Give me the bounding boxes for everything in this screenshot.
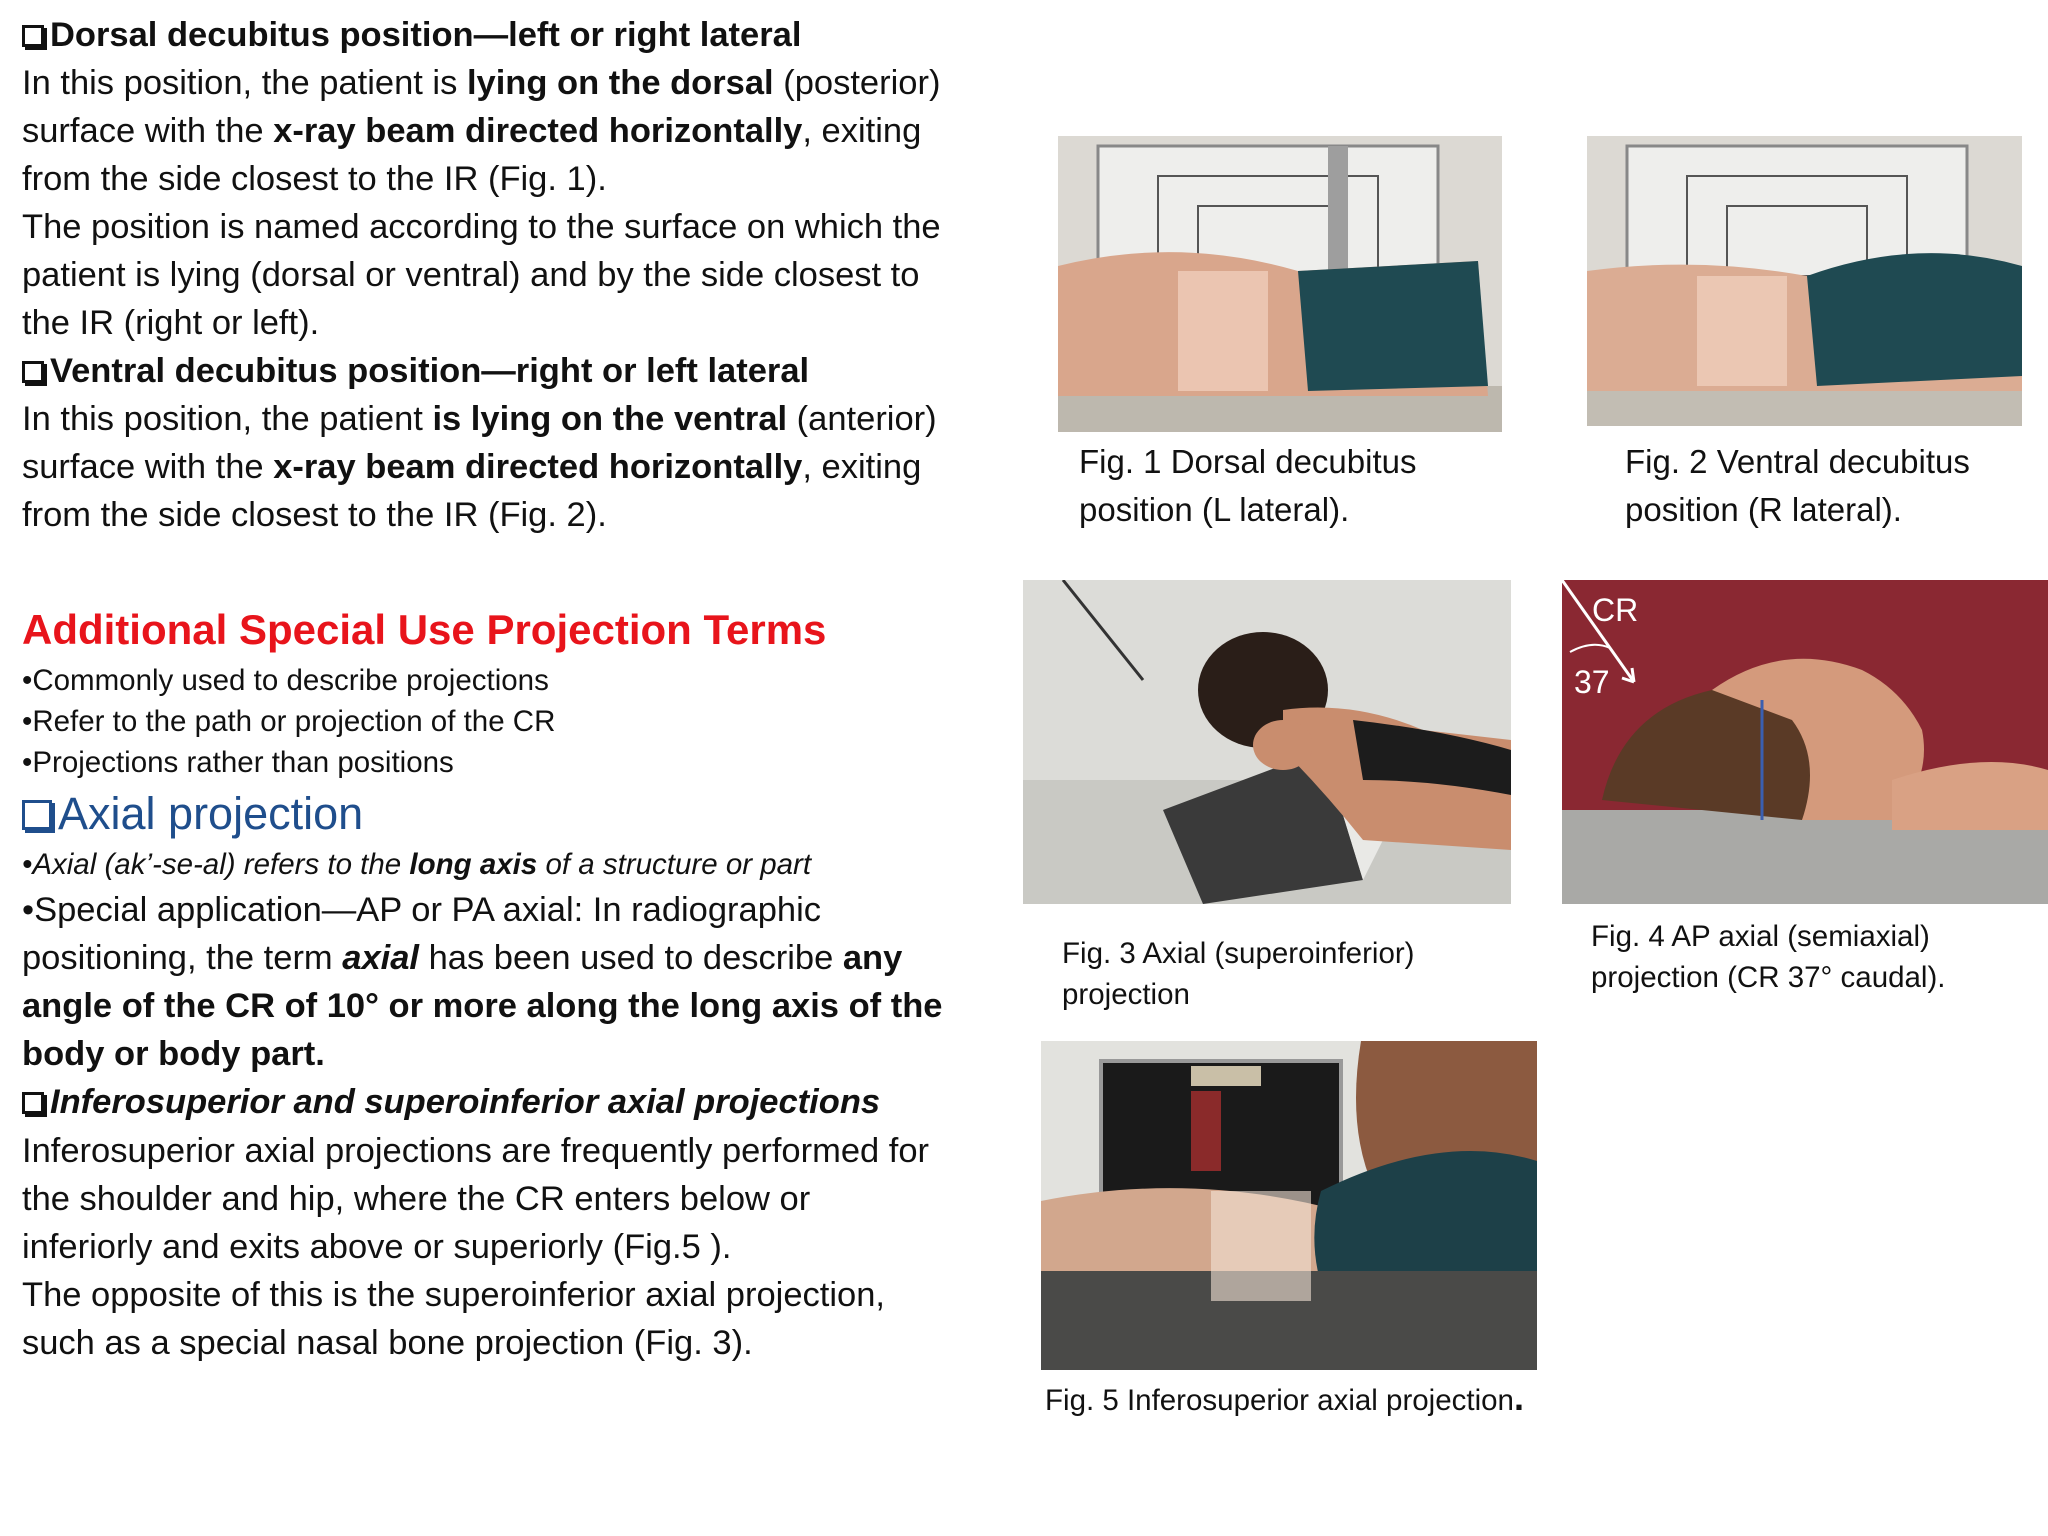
naming-paragraph-line3: the IR (right or left). xyxy=(22,304,320,342)
ventral-decubitus-heading: Ventral decubitus position—right or left lateral xyxy=(22,347,809,395)
fig1-caption-line2: position (L lateral). xyxy=(1079,491,1350,528)
infero-paragraph-line3: inferiorly and exits above or superiorly (Fig.5 ). xyxy=(22,1228,732,1266)
fig5-caption-period: . xyxy=(1513,1377,1524,1418)
fig3-caption-line2: projection xyxy=(1062,978,1190,1011)
fig1-caption-line1: Fig. 1 Dorsal decubitus xyxy=(1079,443,1417,480)
fig5-caption-text: Fig. 5 Inferosuperior axial projection xyxy=(1045,1384,1514,1417)
naming-paragraph-line1: The position is named according to the surface on which the xyxy=(22,208,941,246)
fig4-cr-label: CR xyxy=(1592,592,1639,628)
axial-definition: •Axial (ak’-se-al) refers to the long axis of a structure or part xyxy=(22,848,812,881)
checkbox-bullet-icon xyxy=(22,800,52,830)
ventral-paragraph-line1: In this position, the patient is lying on the ventral (anterior) xyxy=(22,400,937,438)
fig2-ventral-decubitus-photo xyxy=(1587,136,2022,426)
fig5-caption xyxy=(1045,1377,1524,1421)
bullet-refer-path: •Refer to the path or projection of the CR xyxy=(22,705,556,738)
fig4-angle-label: 37 xyxy=(1574,664,1610,700)
axial-projection-heading: Axial projection xyxy=(22,786,363,842)
bullet-projections: •Projections rather than positions xyxy=(22,746,454,779)
ventral-paragraph-line2: surface with the x-ray beam directed horizontally, exiting xyxy=(22,448,922,486)
infero-paragraph-line4: The opposite of this is the superoinferior axial projection, xyxy=(22,1276,885,1314)
special-application-line4: body or body part. xyxy=(22,1035,325,1073)
fig2-caption-line1: Fig. 2 Ventral decubitus xyxy=(1625,443,1970,480)
additional-terms-title: Additional Special Use Projection Terms xyxy=(22,606,827,653)
infero-paragraph-line1: Inferosuperior axial projections are frequently performed for xyxy=(22,1132,930,1170)
special-application-line2: positioning, the term axial has been used to describe any xyxy=(22,939,903,977)
fig4-caption-line2: projection (CR 37° caudal). xyxy=(1591,961,1946,994)
fig2-caption-line2: position (R lateral). xyxy=(1625,491,1902,528)
naming-paragraph-line2: patient is lying (dorsal or ventral) and by the side closest to xyxy=(22,256,920,294)
bullet-commonly-used: •Commonly used to describe projections xyxy=(22,664,549,697)
infero-paragraph-line5: such as a special nasal bone projection (Fig. 3). xyxy=(22,1324,753,1362)
checkbox-bullet-icon xyxy=(22,25,44,47)
dorsal-paragraph-line3: from the side closest to the IR (Fig. 1). xyxy=(22,160,607,198)
fig3-caption-line1: Fig. 3 Axial (superoinferior) xyxy=(1062,937,1415,970)
special-application-line1: •Special application—AP or PA axial: In radiographic xyxy=(22,891,822,929)
checkbox-bullet-icon xyxy=(22,361,44,383)
dorsal-decubitus-heading: Dorsal decubitus position—left or right lateral xyxy=(22,11,801,59)
infero-supero-heading: Inferosuperior and superoinferior axial projections xyxy=(22,1078,880,1126)
dorsal-paragraph-line1: In this position, the patient is lying on the dorsal (posterior) xyxy=(22,64,941,102)
fig4-caption-line1: Fig. 4 AP axial (semiaxial) xyxy=(1591,920,1930,953)
dorsal-paragraph-line2: surface with the x-ray beam directed horizontally, exiting xyxy=(22,112,922,150)
fig5-inferosuperior-photo xyxy=(1041,1041,1537,1370)
special-application-line3: angle of the CR of 10° or more along the long axis of the xyxy=(22,987,943,1025)
fig4-ap-axial-photo xyxy=(1562,580,2048,904)
checkbox-bullet-icon xyxy=(22,1092,44,1114)
fig3-axial-superoinferior-photo xyxy=(1023,580,1511,904)
ventral-paragraph-line3: from the side closest to the IR (Fig. 2). xyxy=(22,496,607,534)
infero-paragraph-line2: the shoulder and hip, where the CR enters below or xyxy=(22,1180,811,1218)
fig1-dorsal-decubitus-photo xyxy=(1058,136,1502,432)
